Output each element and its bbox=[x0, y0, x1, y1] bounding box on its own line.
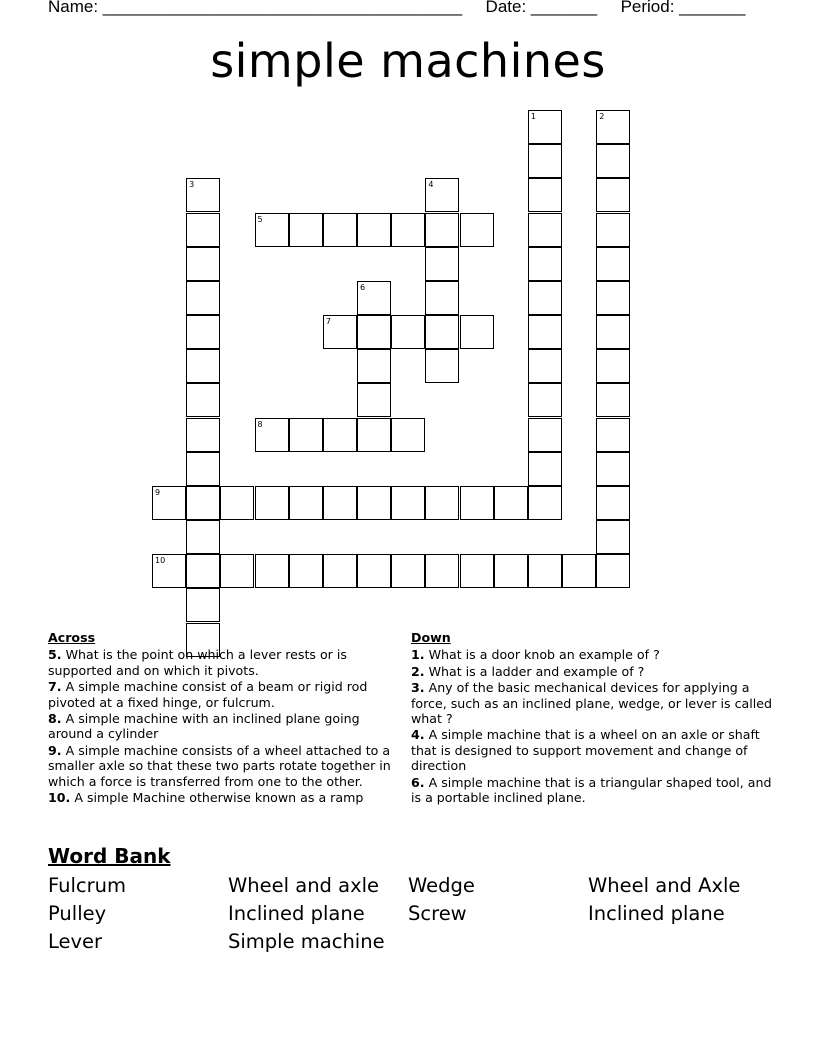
crossword-cell[interactable] bbox=[186, 315, 220, 349]
clue-text: What is a door knob an example of ? bbox=[428, 647, 660, 663]
down-clue bbox=[411, 647, 776, 662]
crossword-cell[interactable] bbox=[186, 281, 220, 315]
crossword-cell[interactable] bbox=[425, 486, 459, 520]
crossword-cell[interactable] bbox=[596, 144, 630, 178]
crossword-cell[interactable] bbox=[528, 383, 562, 417]
cell-number: 3 bbox=[189, 180, 195, 190]
word-bank-item: Screw bbox=[408, 902, 467, 925]
across-clues bbox=[48, 630, 400, 806]
clue-text: A simple machine consists of a wheel attached to a smaller axle so that these two parts rotate together in which a force is transferred from one to the other. bbox=[48, 742, 391, 789]
crossword-cell[interactable] bbox=[460, 213, 494, 247]
crossword-cell[interactable] bbox=[186, 418, 220, 452]
crossword-cell[interactable] bbox=[425, 349, 459, 383]
across-clue bbox=[48, 647, 400, 678]
crossword-cell[interactable] bbox=[220, 486, 254, 520]
crossword-cell[interactable] bbox=[357, 315, 391, 349]
crossword-cell[interactable] bbox=[391, 486, 425, 520]
word-bank-item: Inclined plane bbox=[228, 902, 365, 925]
clue-number: 10. bbox=[48, 790, 71, 806]
name-field[interactable]: Name: ______________________________________ bbox=[48, 0, 463, 16]
cell-number: 6 bbox=[360, 282, 366, 292]
crossword-cell[interactable] bbox=[425, 554, 459, 588]
word-bank-item: Inclined plane bbox=[588, 902, 725, 925]
cell-number: 2 bbox=[599, 112, 605, 121]
clue-number: 6. bbox=[411, 774, 425, 790]
crossword-cell[interactable] bbox=[186, 520, 220, 554]
cell-number: 5 bbox=[257, 214, 263, 224]
crossword-cell[interactable] bbox=[186, 554, 220, 588]
crossword-cell[interactable] bbox=[596, 213, 630, 247]
crossword-cell[interactable] bbox=[596, 452, 630, 486]
word-bank-item: Wheel and Axle bbox=[588, 874, 741, 897]
down-clue bbox=[411, 664, 776, 679]
crossword-cell[interactable] bbox=[528, 486, 562, 520]
crossword-cell[interactable] bbox=[357, 418, 391, 452]
crossword-cell[interactable] bbox=[425, 315, 459, 349]
crossword-cell[interactable] bbox=[528, 452, 562, 486]
crossword-cell[interactable] bbox=[289, 213, 323, 247]
crossword-cell[interactable] bbox=[186, 486, 220, 520]
across-heading: Across bbox=[48, 630, 96, 645]
crossword-cell[interactable] bbox=[596, 383, 630, 417]
down-heading: Down bbox=[411, 630, 451, 645]
crossword-cell[interactable] bbox=[528, 213, 562, 247]
crossword-cell[interactable] bbox=[357, 349, 391, 383]
crossword-cell[interactable] bbox=[460, 486, 494, 520]
cell-number: 1 bbox=[530, 112, 536, 121]
clue-number: 8. bbox=[48, 711, 62, 727]
crossword-cell[interactable] bbox=[391, 213, 425, 247]
across-clue bbox=[48, 679, 400, 710]
crossword-cell[interactable] bbox=[357, 281, 391, 315]
crossword-cell[interactable] bbox=[528, 110, 562, 144]
crossword-cell[interactable] bbox=[528, 247, 562, 281]
crossword-cell[interactable] bbox=[255, 486, 289, 520]
clue-number: 7. bbox=[48, 679, 62, 695]
crossword-cell[interactable] bbox=[528, 418, 562, 452]
crossword-cell[interactable] bbox=[323, 213, 357, 247]
crossword-cell[interactable] bbox=[186, 588, 220, 622]
crossword-cell[interactable] bbox=[357, 554, 391, 588]
crossword-cell[interactable] bbox=[289, 418, 323, 452]
cell-number: 10 bbox=[155, 556, 166, 566]
crossword-cell[interactable] bbox=[186, 349, 220, 383]
page-title: simple machines bbox=[210, 34, 606, 88]
crossword-cell[interactable] bbox=[494, 554, 528, 588]
period-field[interactable]: Period: _______ bbox=[620, 0, 746, 16]
clue-text: What is a ladder and example of ? bbox=[428, 663, 645, 679]
clue-text: A simple machine consist of a beam or rigid rod pivoted at a fixed hinge, or fulcrum. bbox=[48, 679, 368, 710]
crossword-cell[interactable] bbox=[494, 486, 528, 520]
crossword-cell[interactable] bbox=[391, 315, 425, 349]
clue-text: Any of the basic mechanical devices for applying a force, such as an inclined plane, wedge, or lever is called what ? bbox=[411, 680, 772, 727]
crossword-cell[interactable] bbox=[596, 520, 630, 554]
clue-text: A simple machine that is a wheel on an axle or shaft that is designed to support movement and change of direction bbox=[411, 727, 760, 774]
clue-number: 2. bbox=[411, 663, 425, 679]
cell-number: 7 bbox=[325, 317, 331, 327]
crossword-cell[interactable] bbox=[357, 383, 391, 417]
crossword-cell[interactable] bbox=[460, 554, 494, 588]
crossword-cell[interactable] bbox=[323, 418, 357, 452]
crossword-cell[interactable] bbox=[323, 554, 357, 588]
crossword-cell[interactable] bbox=[460, 315, 494, 349]
word-bank-item: Fulcrum bbox=[48, 874, 127, 897]
word-bank-item: Lever bbox=[48, 930, 103, 953]
crossword-cell[interactable] bbox=[596, 281, 630, 315]
crossword-cell[interactable] bbox=[357, 486, 391, 520]
clue-text: A simple Machine otherwise known as a ramp bbox=[74, 790, 364, 806]
cell-number: 4 bbox=[428, 180, 434, 190]
word-bank-item: Wheel and axle bbox=[228, 874, 380, 897]
crossword-cell[interactable] bbox=[425, 178, 459, 212]
down-clue bbox=[411, 727, 776, 773]
crossword-cell[interactable] bbox=[562, 554, 596, 588]
crossword-cell[interactable] bbox=[186, 213, 220, 247]
crossword-cell[interactable] bbox=[255, 213, 289, 247]
across-clue bbox=[48, 743, 400, 789]
across-clue bbox=[48, 790, 400, 805]
clue-number: 1. bbox=[411, 647, 425, 663]
crossword-cell[interactable] bbox=[186, 247, 220, 281]
crossword-cell[interactable] bbox=[391, 418, 425, 452]
crossword-cell[interactable] bbox=[596, 554, 630, 588]
crossword-cell[interactable] bbox=[391, 554, 425, 588]
crossword-cell[interactable] bbox=[528, 349, 562, 383]
word-bank-item: Wedge bbox=[408, 874, 475, 897]
crossword-cell[interactable] bbox=[596, 349, 630, 383]
clue-number: 5. bbox=[48, 647, 62, 663]
crossword-cell[interactable] bbox=[323, 486, 357, 520]
crossword-cell[interactable] bbox=[289, 486, 323, 520]
crossword-cell[interactable] bbox=[323, 315, 357, 349]
crossword-cell[interactable] bbox=[186, 452, 220, 486]
crossword-cell[interactable] bbox=[596, 110, 630, 144]
clue-number: 4. bbox=[411, 727, 425, 743]
crossword-cell[interactable] bbox=[255, 418, 289, 452]
crossword-cell[interactable] bbox=[596, 178, 630, 212]
crossword-cell[interactable] bbox=[596, 315, 630, 349]
clue-number: 9. bbox=[48, 742, 62, 758]
crossword-cell[interactable] bbox=[596, 486, 630, 520]
crossword-cell[interactable] bbox=[596, 418, 630, 452]
down-clue bbox=[411, 680, 776, 726]
clue-text: A simple machine with an inclined plane going around a cylinder bbox=[48, 711, 360, 742]
clue-text: What is the point on which a lever rests or is supported and on which it pivots. bbox=[48, 647, 347, 678]
crossword-cell[interactable] bbox=[357, 213, 391, 247]
date-field[interactable]: Date: _______ bbox=[485, 0, 598, 16]
cell-number: 8 bbox=[257, 419, 263, 429]
crossword-cell[interactable] bbox=[152, 554, 186, 588]
crossword-cell[interactable] bbox=[528, 554, 562, 588]
across-clue bbox=[48, 711, 400, 742]
crossword-cell[interactable] bbox=[152, 486, 186, 520]
crossword-cell[interactable] bbox=[425, 281, 459, 315]
clue-text: A simple machine that is a triangular shaped tool, and is a portable inclined plane. bbox=[411, 774, 772, 806]
crossword-cell[interactable] bbox=[528, 315, 562, 349]
clue-number: 3. bbox=[411, 680, 425, 696]
down-clue bbox=[411, 775, 776, 806]
crossword-cell[interactable] bbox=[528, 144, 562, 178]
cell-number: 9 bbox=[155, 487, 161, 497]
crossword-cell[interactable] bbox=[425, 213, 459, 247]
crossword-cell[interactable] bbox=[220, 554, 254, 588]
word-bank-item: Simple machine bbox=[228, 930, 385, 953]
crossword-cell[interactable] bbox=[528, 178, 562, 212]
crossword-cell[interactable] bbox=[255, 554, 289, 588]
crossword-cell[interactable] bbox=[289, 554, 323, 588]
crossword-cell[interactable] bbox=[186, 383, 220, 417]
word-bank-title: Word Bank bbox=[48, 844, 171, 868]
down-clues bbox=[411, 630, 776, 806]
crossword-cell[interactable] bbox=[186, 178, 220, 212]
word-bank-item: Pulley bbox=[48, 902, 107, 925]
crossword-cell[interactable] bbox=[596, 247, 630, 281]
crossword-cell[interactable] bbox=[425, 247, 459, 281]
crossword-cell[interactable] bbox=[528, 281, 562, 315]
